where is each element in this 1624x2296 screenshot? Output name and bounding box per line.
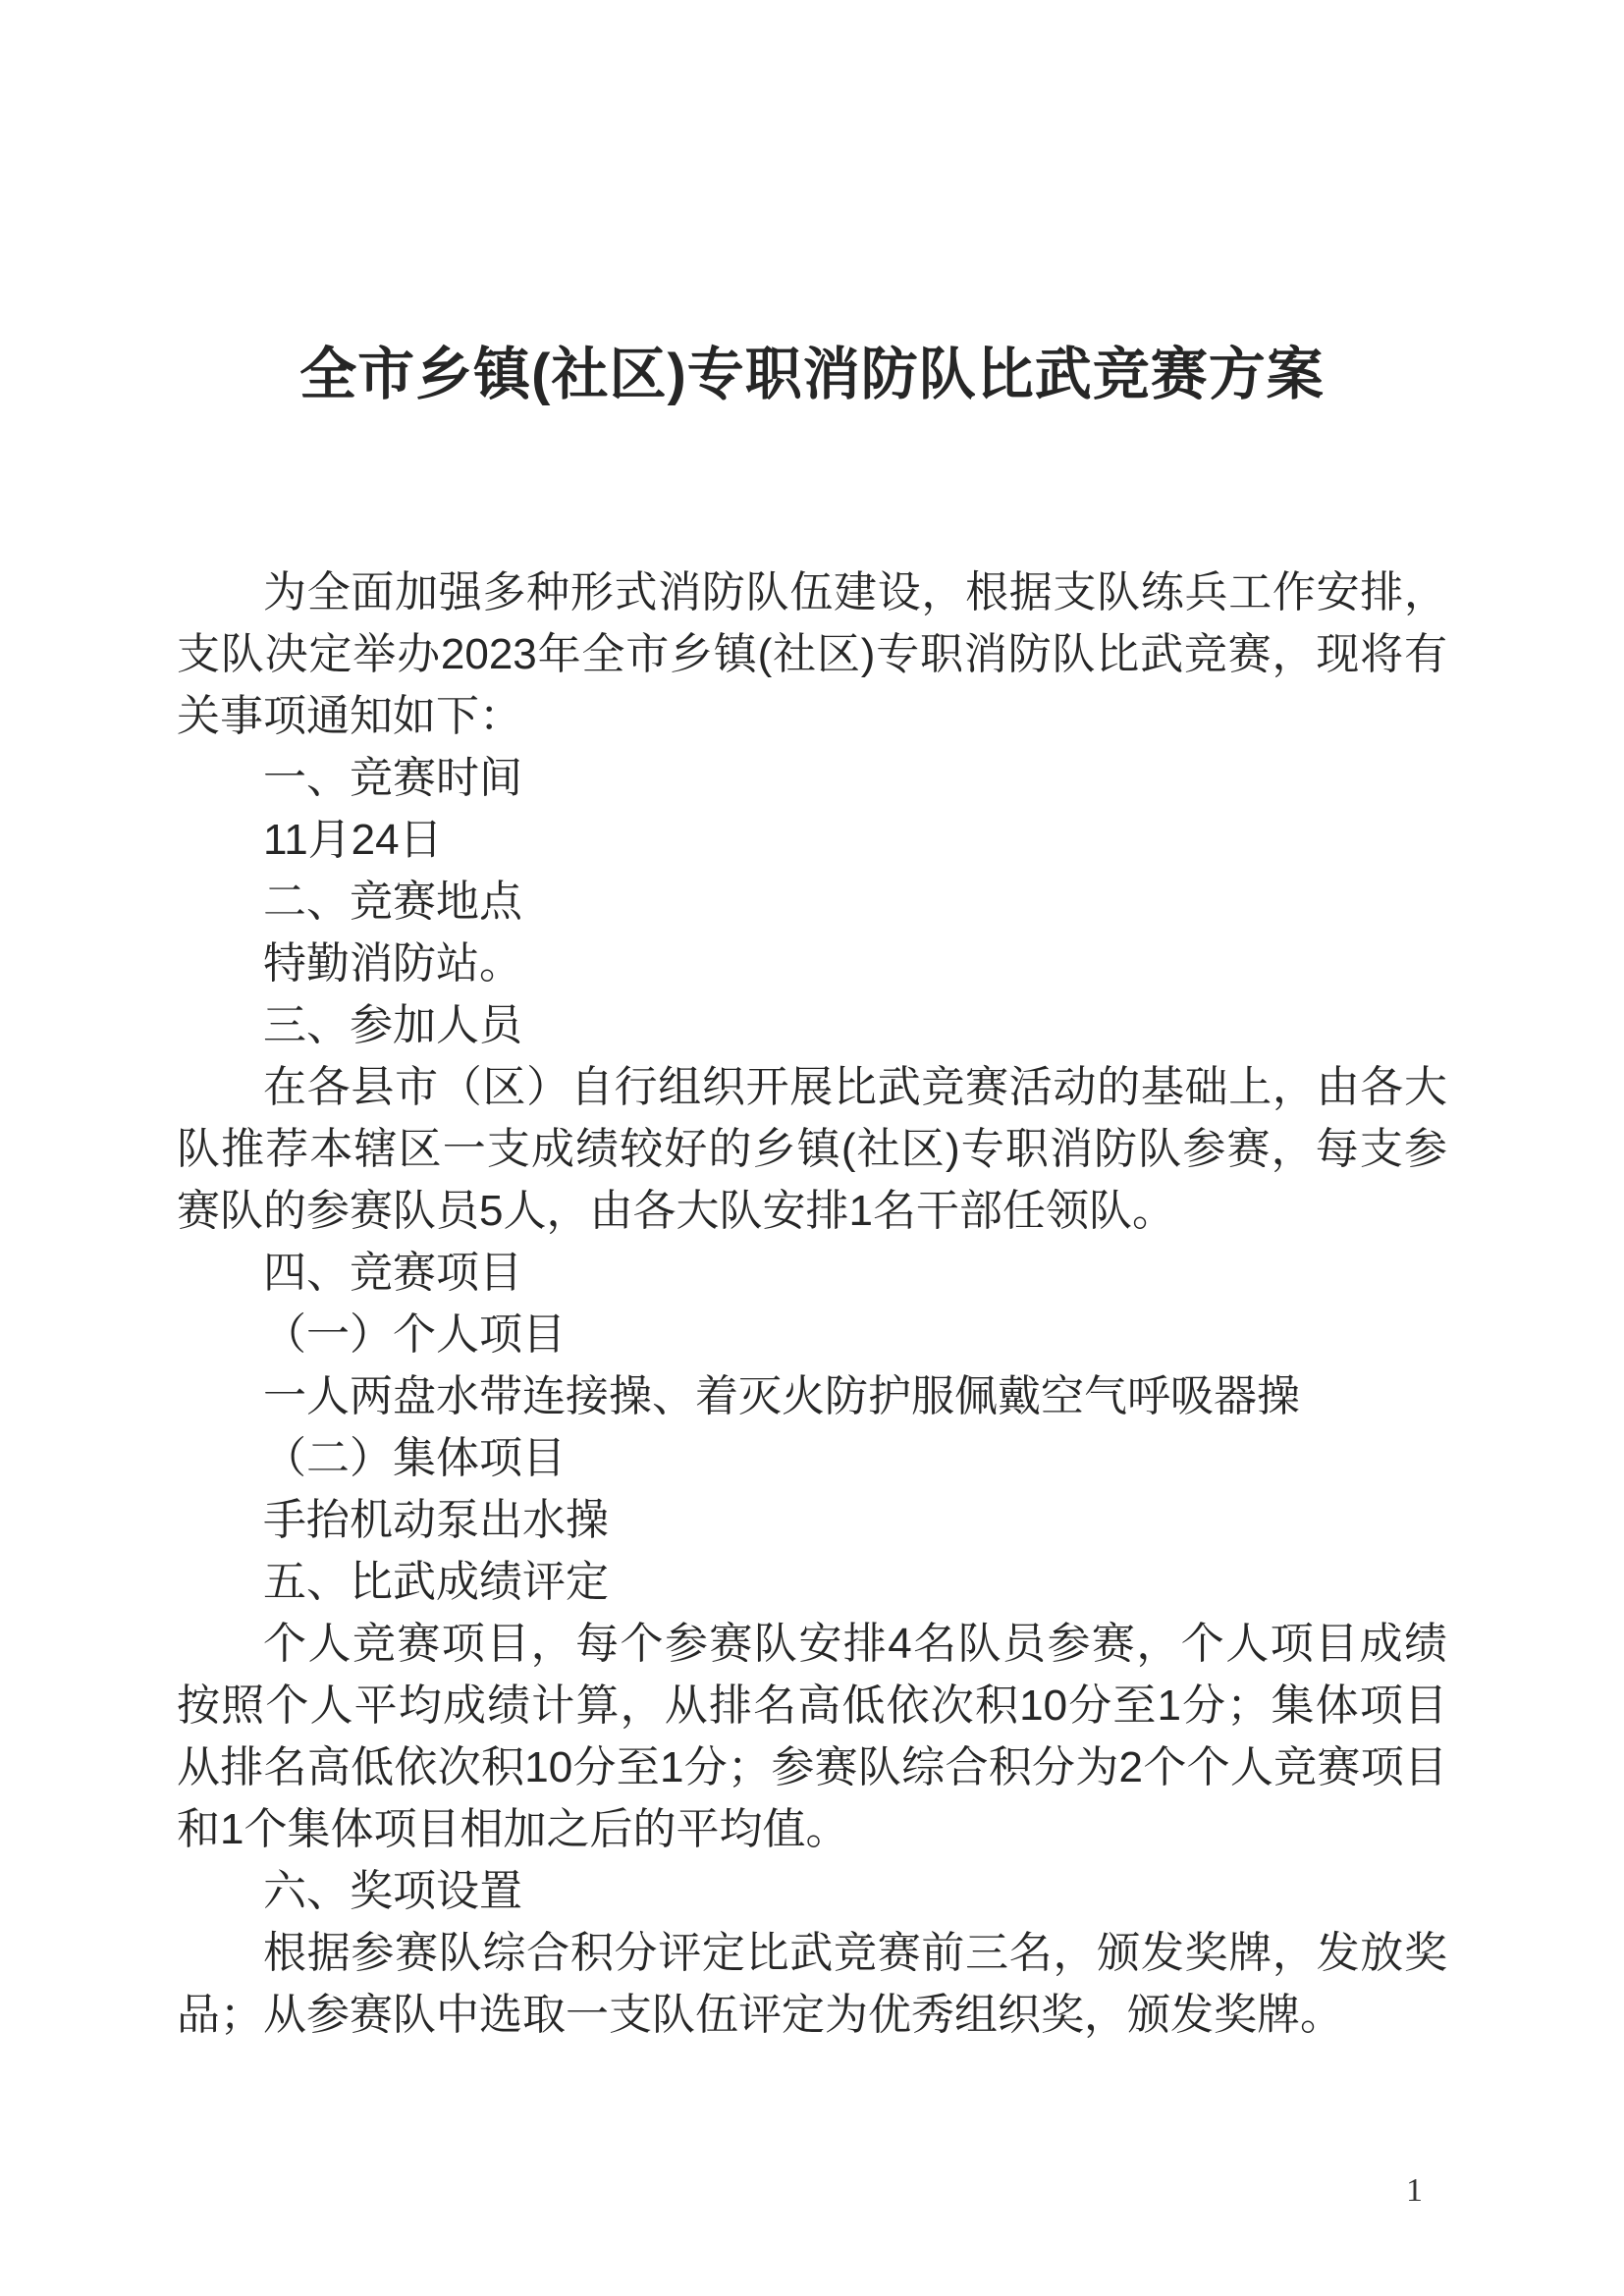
paragraph: 五、比武成绩评定 [263,1558,609,1606]
paragraph: 三、参加人员 [263,1001,522,1049]
paragraph: （二）集体项目 [263,1434,566,1482]
paragraph: 11月24日 [263,816,443,864]
paragraph: 手抬机动泵出水操 [263,1496,609,1544]
paragraph: （一）个人项目 [263,1310,566,1359]
paragraph: 特勤消防站。 [263,939,522,988]
paragraph: 四、竞赛项目 [263,1249,522,1297]
paragraph: 为全面加强多种形式消防队伍建设，根据支队练兵工作安排，支队决定举办2023年全市乡镇(社区)专职消防队比武竞赛，现将有关事项通知如下： [177,568,1447,740]
paragraph: 一人两盘水带连接操、着灭火防护服佩戴空气呼吸器操 [263,1372,1300,1420]
document-title: 全市乡镇(社区)专职消防队比武竞赛方案 [299,343,1325,406]
paragraph: 一、竞赛时间 [263,754,522,802]
paragraph: 在各县市（区）自行组织开展比武竞赛活动的基础上，由各大队推荐本辖区一支成绩较好的乡镇(社区)专职消防队参赛，每支参赛队的参赛队员5人，由各大队安排1名干部任领队。 [177,1063,1447,1235]
paragraph: 根据参赛队综合积分评定比武竞赛前三名，颁发奖牌，发放奖品；从参赛队中选取一支队伍评定为优秀组织奖，颁发奖牌。 [177,1929,1447,2039]
paragraph: 个人竞赛项目，每个参赛队安排4名队员参赛，个人项目成绩按照个人平均成绩计算，从排名高低依次积10分至1分；集体项目从排名高低依次积10分至1分；参赛队综合积分为2个个人竞赛项目和1个集体项目相加之后的平均值。 [177,1620,1447,1853]
page-number: 1 [1406,2172,1423,2209]
paragraph: 二、竞赛地点 [263,878,522,926]
document-body [177,561,1447,2046]
paragraph: 六、奖项设置 [263,1867,522,1915]
